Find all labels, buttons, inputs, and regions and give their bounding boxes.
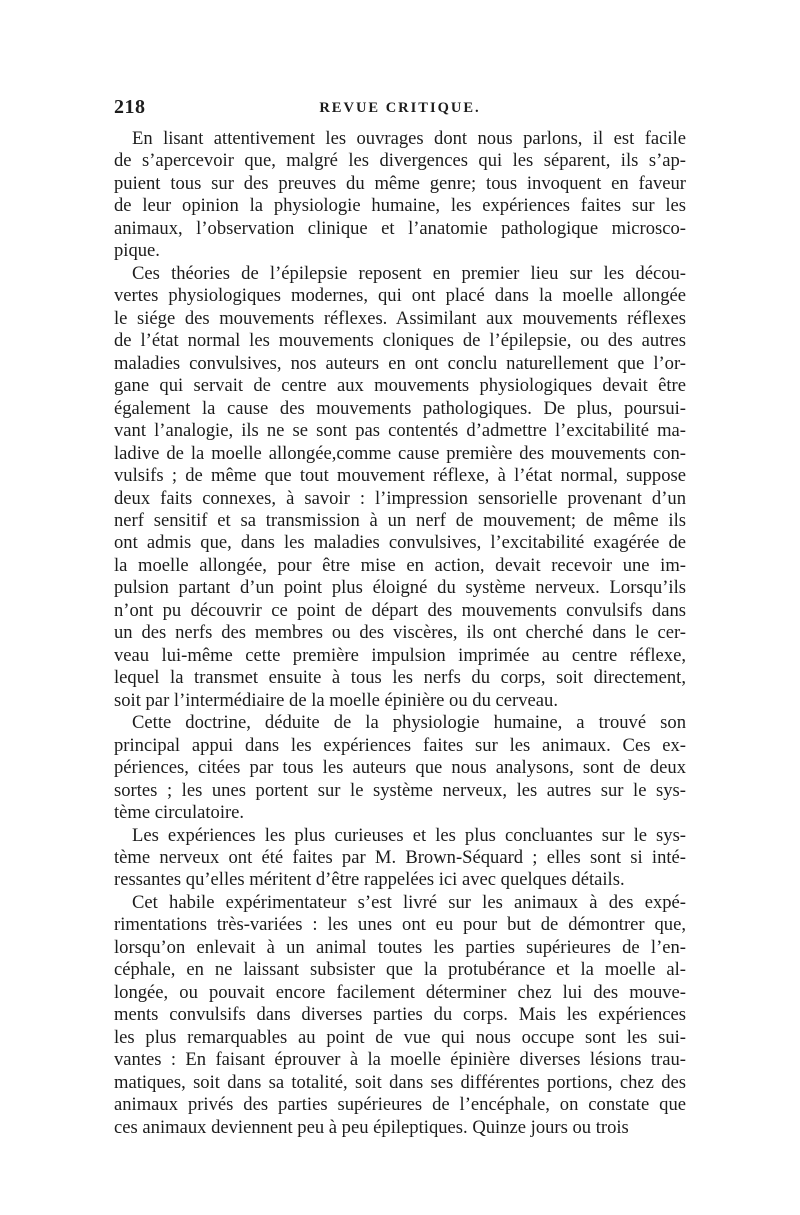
text-line: principal appui dans les expériences faites sur les animaux. Ces ex- bbox=[114, 734, 686, 756]
text-line: ments convulsifs dans diverses parties du corps. Mais les expériences bbox=[114, 1004, 686, 1026]
text-line: la moelle allongée, pour être mise en action, devait recevoir une im- bbox=[114, 554, 686, 576]
text-line: lequel la transmet ensuite à tous les nerfs du corps, soit directement, bbox=[114, 667, 686, 689]
text-line: pique. bbox=[114, 240, 160, 262]
text-line: rimentations très-variées : les unes ont eu pour but de démontrer que, bbox=[114, 914, 686, 936]
text-line: ressantes qu’elles méritent d’être rappelées ici avec quelques détails. bbox=[114, 869, 625, 891]
text-line: veau lui-même cette première impulsion imprimée au centre réflexe, bbox=[114, 644, 686, 666]
text-line: Cette doctrine, déduite de la physiologie humaine, a trouvé son bbox=[132, 712, 686, 734]
text-line: ces animaux deviennent peu à peu épileptiques. Quinze jours ou trois bbox=[114, 1116, 629, 1138]
text-line: soit par l’intermédiaire de la moelle épinière ou du cerveau. bbox=[114, 689, 558, 711]
text-line: n’ont pu découvrir ce point de départ des mouvements convulsifs dans bbox=[114, 599, 686, 621]
text-line: vantes : En faisant éprouver à la moelle épinière diverses lésions trau- bbox=[114, 1049, 686, 1071]
text-line: céphale, en ne laissant subsister que la protubérance et la moelle al- bbox=[114, 959, 686, 981]
text-line: pulsion partant d’un point plus éloigné du système nerveux. Lorsqu’ils bbox=[114, 577, 686, 599]
text-line: le siége des mouvements réflexes. Assimilant aux mouvements réflexes bbox=[114, 307, 686, 329]
text-line: ont admis que, dans les maladies convulsives, l’excitabilité exagérée de bbox=[114, 532, 686, 554]
text-line: gane qui servait de centre aux mouvements physiologiques devait être bbox=[114, 375, 686, 397]
text-line: ladive de la moelle allongée,comme cause première des mouvements con- bbox=[114, 442, 686, 464]
text-line: sortes ; les unes portent sur le système nerveux, les autres sur le sys- bbox=[114, 779, 686, 801]
text-line: un des nerfs des membres ou des viscères, ils ont cherché dans le cer- bbox=[114, 622, 686, 644]
text-line: périences, citées par tous les auteurs que nous analysons, sont de deux bbox=[114, 757, 686, 779]
text-line: longée, ou pouvait encore facilement déterminer chez lui des mouve- bbox=[114, 981, 686, 1003]
text-line: nerf sensitif et sa transmission à un nerf de mouvement; de même ils bbox=[114, 509, 686, 531]
paragraph bbox=[114, 263, 686, 712]
paragraph bbox=[114, 892, 686, 1139]
page-header bbox=[114, 96, 686, 122]
text-line: Cet habile expérimentateur s’est livré sur les animaux à des expé- bbox=[132, 891, 686, 913]
text-line: lorsqu’on enlevait à un animal toutes les parties supérieures de l’en- bbox=[114, 936, 686, 958]
running-head: REVUE CRITIQUE. bbox=[319, 100, 481, 116]
paragraph bbox=[114, 825, 686, 892]
text-line: vertes physiologiques modernes, qui ont placé dans la moelle allongée bbox=[114, 285, 686, 307]
text-line: maladies convulsives, nos auteurs en ont conclu naturellement que l’or- bbox=[114, 352, 686, 374]
text-line: deux faits connexes, à savoir : l’impression sensorielle provenant d’un bbox=[114, 487, 686, 509]
text-line: également la cause des mouvements pathologiques. De plus, poursui- bbox=[114, 397, 686, 419]
text-line: vant l’analogie, ils ne se sont pas contentés d’admettre l’excitabilité ma- bbox=[114, 420, 686, 442]
text-line: puient tous sur des preuves du même genre; tous invoquent en faveur bbox=[114, 172, 686, 194]
text-line: de leur opinion la physiologie humaine, les expériences faites sur les bbox=[114, 195, 686, 217]
text-line: En lisant attentivement les ouvrages dont nous parlons, il est facile bbox=[132, 128, 686, 149]
text-line: les plus remarquables au point de vue qui nous occupe sont les sui- bbox=[114, 1026, 686, 1048]
text-line: vulsifs ; de même que tout mouvement réflexe, à l’état normal, suppose bbox=[114, 465, 686, 487]
text-line: animaux privés des parties supérieures de l’encéphale, on constate que bbox=[114, 1094, 686, 1116]
text-line: tème nerveux ont été faites par M. Brown-Séquard ; elles sont si inté- bbox=[114, 847, 686, 868]
text-line: tème circulatoire. bbox=[114, 802, 245, 824]
body-text bbox=[114, 128, 686, 1139]
text-line: Ces théories de l’épilepsie reposent en premier lieu sur les décou- bbox=[132, 262, 686, 284]
paragraph bbox=[114, 128, 686, 263]
text-line: Les expériences les plus curieuses et les plus concluantes sur le sys- bbox=[132, 824, 686, 846]
page-number: 218 bbox=[114, 96, 146, 118]
paragraph bbox=[114, 712, 686, 824]
text-line: matiques, soit dans sa totalité, soit dans ses différentes portions, chez des bbox=[114, 1071, 686, 1093]
text-line: animaux, l’observation clinique et l’anatomie pathologique microsco- bbox=[114, 217, 686, 239]
text-line: de l’état normal les mouvements cloniques de l’épilepsie, ou des autres bbox=[114, 330, 686, 352]
text-line: de s’apercevoir que, malgré les divergences qui les séparent, ils s’ap- bbox=[114, 150, 686, 172]
